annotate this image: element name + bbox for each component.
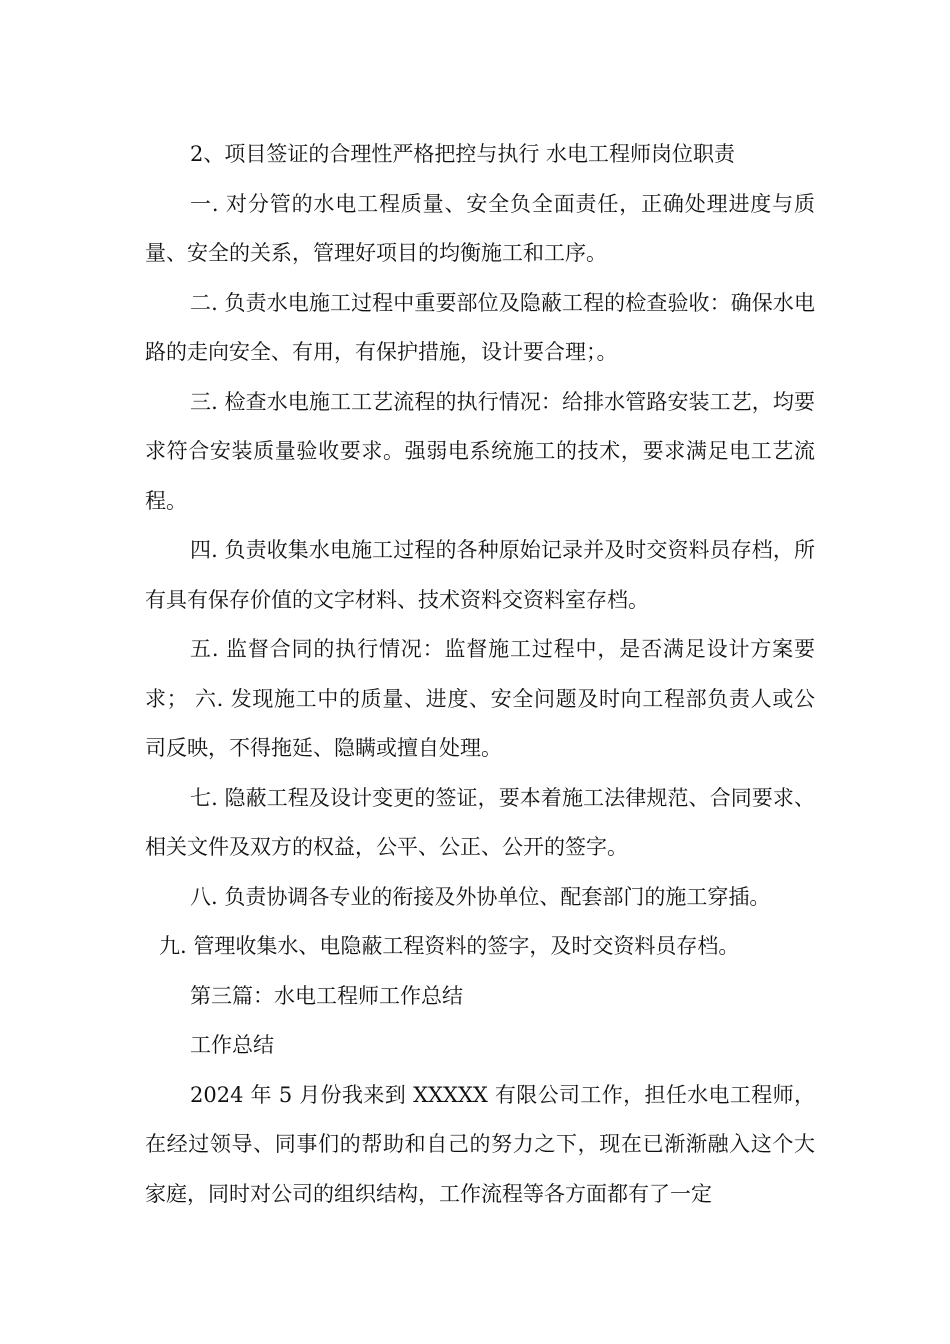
paragraph-duty-5-6: 五. 监督合同的执行情况：监督施工过程中，是否满足设计方案要求； 六. 发现施工中的质量、进度、安全问题及时向工程部负责人或公司反映，不得拖延、隐瞒或擅自处理。 (145, 637, 815, 760)
paragraph-duty-2: 二. 负责水电施工过程中重要部位及隐蔽工程的检查验收：确保水电路的走向安全、有用，有保护措施，设计要合理；。 (145, 290, 815, 364)
document-body (145, 130, 815, 1219)
section-subtitle-work-summary: 工作总结 (190, 1033, 274, 1057)
paragraph-heading-item-2: 2、项目签证的合理性严格把控与执行 水电工程师岗位职责 (190, 142, 736, 166)
paragraph-duty-1: 一. 对分管的水电工程质量、安全负全面责任，正确处理进度与质量、安全的关系，管理好项目的均衡施工和工序。 (145, 191, 815, 265)
paragraph-duty-8: 八. 负责协调各专业的衔接及外协单位、配套部门的施工穿插。 (190, 884, 771, 909)
paragraph-duty-7: 七. 隐蔽工程及设计变更的签证，要本着施工法律规范、合同要求、相关文件及双方的权益，公平、公正、公开的签字。 (145, 785, 815, 859)
paragraph-duty-4: 四. 负责收集水电施工过程的各种原始记录并及时交资料员存档，所有具有保存价值的文字材料、技术资料交资料室存档。 (145, 538, 815, 612)
paragraph-duty-9: 九. 管理收集水、电隐蔽工程资料的签字，及时交资料员存档。 (159, 934, 740, 958)
section-title-part-3: 第三篇：水电工程师工作总结 (190, 983, 463, 1008)
paragraph-duty-3: 三. 检查水电施工工艺流程的执行情况：给排水管路安装工艺，均要求符合安装质量验收要求。强弱电系统施工的技术，要求满足电工艺流程。 (145, 389, 815, 513)
paragraph-summary-intro: 2024 年 5 月份我来到 XXXXX 有限公司工作，担任水电工程师，在经过领导、同事们的帮助和自己的努力之下，现在已渐渐融入这个大家庭，同时对公司的组织结构，工作流程等各方面都有了一定 (145, 1082, 815, 1206)
